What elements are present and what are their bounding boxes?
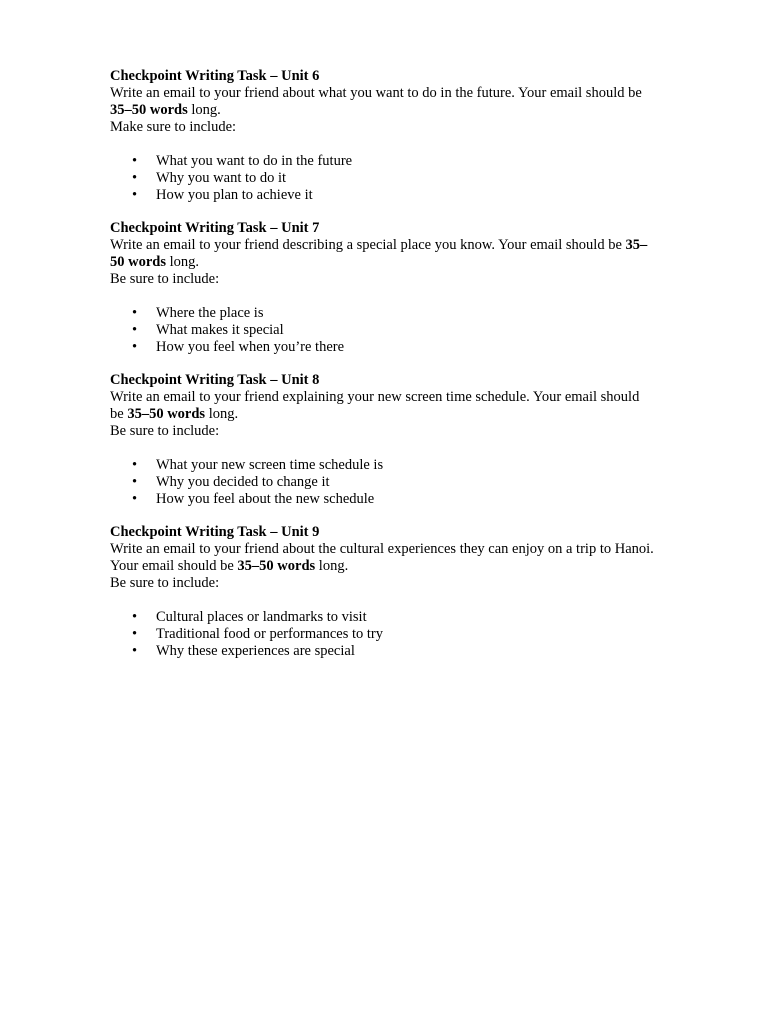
task-instruction-line <box>110 406 710 423</box>
task-instruction-line: Write an email to your friend explaining your new screen time schedule. Your email should <box>110 389 640 405</box>
list-item <box>110 643 710 660</box>
task-instruction-line: Write an email to your friend about the cultural experiences they can enjoy on a trip to Hanoi. <box>110 541 654 557</box>
bullet-icon: • <box>132 322 138 338</box>
list-item-text: How you feel when you’re there <box>156 339 345 355</box>
bullet-icon: • <box>132 643 138 659</box>
instruction-text: Write an email to your friend describing a special place you know. Your email should be <box>110 237 626 253</box>
bullet-icon: • <box>132 339 138 355</box>
list-item <box>110 153 710 170</box>
instruction-text: be <box>110 406 128 422</box>
bullet-icon: • <box>132 187 138 203</box>
list-item <box>110 626 710 643</box>
list-item <box>110 339 710 356</box>
list-item-text: How you feel about the new schedule <box>156 491 375 507</box>
bullet-icon: • <box>132 626 138 642</box>
list-item-text: Cultural places or landmarks to visit <box>156 609 367 625</box>
task-instruction-line <box>110 558 710 575</box>
bullet-icon: • <box>132 170 138 186</box>
list-item <box>110 305 710 322</box>
bullet-icon: • <box>132 457 138 473</box>
task-instruction-line <box>110 254 710 271</box>
list-item-text: Why these experiences are special <box>156 643 355 659</box>
list-item-text: Traditional food or performances to try <box>156 626 383 642</box>
list-item <box>110 322 710 339</box>
instruction-text: Your email should be <box>110 558 238 574</box>
list-item-text: Where the place is <box>156 305 264 321</box>
task-title: Checkpoint Writing Task – Unit 8 <box>110 372 320 388</box>
requirements-list <box>110 457 710 508</box>
bullet-icon: • <box>132 491 138 507</box>
list-item-text: Why you decided to change it <box>156 474 330 490</box>
task-title: Checkpoint Writing Task – Unit 7 <box>110 220 320 236</box>
requirements-list <box>110 609 710 660</box>
list-item-text: What makes it special <box>156 322 284 338</box>
bullet-icon: • <box>132 305 138 321</box>
task-intro: Be sure to include: <box>110 423 220 439</box>
task-unit-9 <box>110 524 710 660</box>
task-title: Checkpoint Writing Task – Unit 9 <box>110 524 320 540</box>
word-count: 35–50 words <box>237 558 316 574</box>
list-item <box>110 491 710 508</box>
list-item-text: What your new screen time schedule is <box>156 457 384 473</box>
bullet-icon: • <box>132 609 138 625</box>
list-item-text: Why you want to do it <box>156 170 287 186</box>
document-page <box>110 68 710 676</box>
instruction-text: long. <box>205 406 239 422</box>
list-item <box>110 474 710 491</box>
bullet-icon: • <box>132 153 138 169</box>
word-count: 50 words <box>110 254 166 270</box>
task-unit-8 <box>110 372 710 508</box>
list-item <box>110 609 710 626</box>
task-intro: Be sure to include: <box>110 271 220 287</box>
task-title: Checkpoint Writing Task – Unit 6 <box>110 68 320 84</box>
task-instruction-line: Write an email to your friend about what you want to do in the future. Your email should be <box>110 85 642 101</box>
requirements-list <box>110 305 710 356</box>
list-item-text: What you want to do in the future <box>156 153 353 169</box>
task-intro: Be sure to include: <box>110 575 220 591</box>
word-count: 35–50 words <box>110 102 188 118</box>
list-item-text: How you plan to achieve it <box>156 187 313 203</box>
instruction-text: long. <box>187 102 221 118</box>
word-count: 35– <box>625 237 648 253</box>
list-item <box>110 170 710 187</box>
instruction-text: long. <box>315 558 349 574</box>
word-count: 35–50 words <box>127 406 206 422</box>
task-instruction-line <box>110 102 710 119</box>
bullet-icon: • <box>132 474 138 490</box>
instruction-text: long. <box>166 254 200 270</box>
task-instruction-line <box>110 237 710 254</box>
task-unit-6 <box>110 68 710 204</box>
task-unit-7 <box>110 220 710 356</box>
list-item <box>110 187 710 204</box>
task-intro: Make sure to include: <box>110 119 237 135</box>
requirements-list <box>110 153 710 204</box>
list-item <box>110 457 710 474</box>
